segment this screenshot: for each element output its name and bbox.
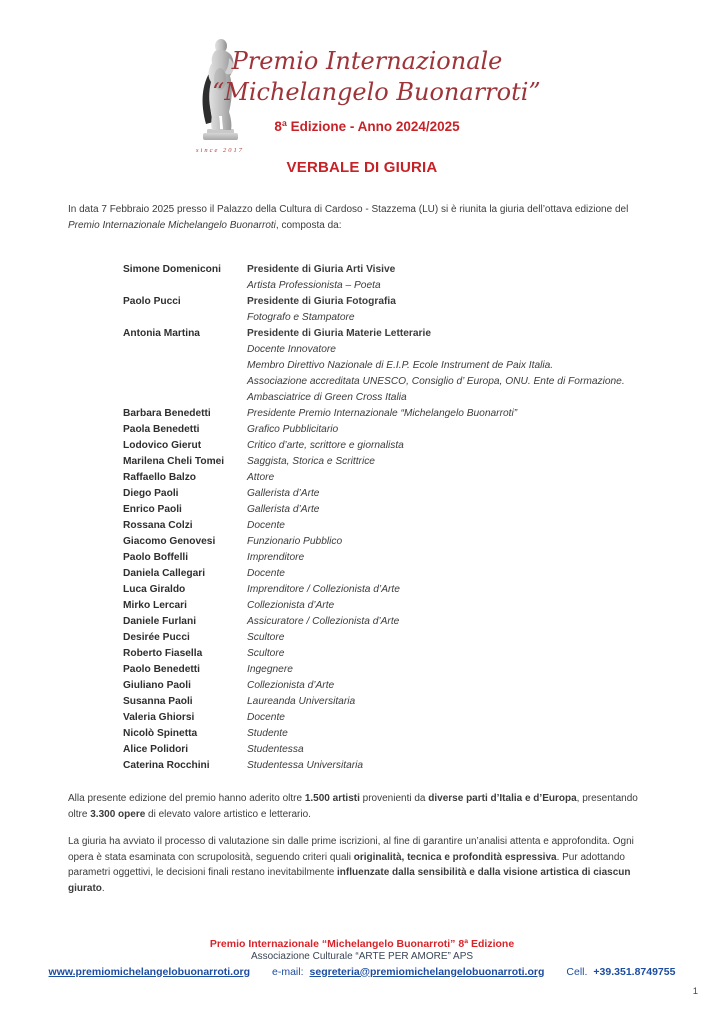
jury-member-name: Raffaello Balzo	[123, 472, 197, 483]
text-segment: La giuria ha avviato il processo di valutazione sin dalle prime iscrizioni, al fine di garantire un’analisi attenta e approfondita. Ogni opera è stata esaminata con scrupolosità, seguendo criteri quali	[68, 836, 634, 863]
jury-member-roles	[247, 262, 660, 294]
jury-member-roles	[247, 646, 660, 662]
jury-member-roles	[247, 566, 660, 582]
title-line-2: “Michelangelo Buonarroti”	[212, 78, 541, 106]
title-block	[212, 46, 541, 134]
jury-member-role: Funzionario Pubblico	[247, 536, 343, 547]
jury-member-name: Paolo Benedetti	[123, 664, 200, 675]
phone-number: +39.351.8749755	[593, 965, 676, 978]
jury-member-role: Docente	[247, 712, 285, 723]
jury-member-row	[123, 694, 660, 710]
evaluation-paragraph	[68, 834, 660, 896]
jury-member-name: Enrico Paoli	[123, 504, 182, 515]
text-segment: 3.300 opere	[90, 808, 146, 820]
text-segment: 1.500 artisti	[304, 793, 360, 804]
jury-member-role: Laureanda Universitaria	[247, 696, 356, 707]
jury-member-role: Studentessa Universitaria	[247, 760, 364, 771]
jury-member-roles	[247, 454, 660, 470]
jury-member-roles	[247, 582, 660, 598]
jury-member-role: Docente Innovatore	[247, 344, 336, 355]
jury-member-role: Critico d’arte, scrittore e giornalista	[247, 440, 404, 451]
jury-member-row	[123, 294, 660, 326]
jury-member-name: Barbara Benedetti	[123, 408, 211, 419]
jury-member-role: Presidente di Giuria Fotografia	[247, 296, 396, 307]
jury-member-roles	[247, 534, 660, 550]
jury-member-row	[123, 662, 660, 678]
jury-member-row	[123, 710, 660, 726]
jury-member-row	[123, 614, 660, 630]
jury-member-role: Membro Direttivo Nazionale di E.I.P. Ecole Instrument de Paix Italia.	[247, 360, 554, 371]
jury-member-name: Nicolò Spinetta	[123, 728, 198, 739]
jury-member-role: Ambasciatrice di Green Cross Italia	[247, 392, 407, 403]
jury-member-name: Roberto Fiasella	[123, 648, 203, 659]
jury-member-roles	[247, 614, 660, 630]
jury-member-row	[123, 262, 660, 294]
text-segment: . Pur adottando parametri oggettivi, le decisioni finali restano inevitabilmente	[68, 851, 625, 878]
document-heading: VERBALE DI GIURIA	[286, 159, 438, 176]
email-label: e-mail:	[272, 965, 304, 978]
text-segment: diverse parti d’Italia e d’Europa	[428, 793, 577, 804]
jury-member-role: Artista Professionista – Poeta	[247, 280, 381, 291]
text-segment: di elevato valore artistico e letterario.	[145, 808, 311, 820]
jury-member-roles	[247, 742, 660, 758]
jury-member-role: Fotografo e Stampatore	[247, 312, 355, 323]
jury-member-name: Antonia Martina	[123, 328, 200, 339]
text-segment: provenienti da	[359, 793, 429, 804]
text-segment: Alla presente edizione del premio hanno aderito oltre	[68, 793, 305, 804]
jury-member-row	[123, 646, 660, 662]
jury-member-name: Giuliano Paoli	[123, 680, 191, 691]
text-segment: originalità, tecnica e profondità espressiva	[353, 851, 557, 863]
jury-member-row	[123, 486, 660, 502]
jury-member-roles	[247, 326, 660, 406]
jury-member-row	[123, 470, 660, 486]
jury-member-role: Imprenditore / Collezionista d’Arte	[247, 584, 400, 595]
text-segment: .	[101, 882, 105, 894]
text-segment: , composta da:	[275, 219, 342, 231]
jury-member-roles	[247, 502, 660, 518]
page-footer	[0, 938, 724, 979]
footer-award-line: Premio Internazionale “Michelangelo Buonarroti” 8ª Edizione	[209, 938, 515, 950]
footer-association-line: Associazione Culturale “ARTE PER AMORE” APS	[250, 951, 474, 962]
jury-member-row	[123, 678, 660, 694]
jury-member-name: Mirko Lercari	[123, 600, 187, 611]
jury-member-name: Marilena Cheli Tomei	[123, 456, 225, 467]
jury-member-role: Gallerista d’Arte	[247, 504, 320, 515]
jury-member-name: Valeria Ghiorsi	[123, 712, 195, 723]
text-segment: Premio Internazionale Michelangelo Buonarroti	[68, 219, 276, 231]
jury-member-name: Caterina Rocchini	[123, 760, 210, 771]
jury-member-roles	[247, 678, 660, 694]
jury-member-name: Paolo Boffelli	[123, 552, 189, 563]
jury-member-name: Rossana Colzi	[123, 520, 193, 531]
jury-member-name: Simone Domeniconi	[123, 264, 221, 275]
adhesion-paragraph	[68, 791, 660, 822]
jury-member-role: Imprenditore	[247, 552, 305, 563]
jury-member-roles	[247, 486, 660, 502]
page-number: 1	[692, 986, 698, 997]
jury-member-role: Attore	[247, 472, 275, 483]
jury-member-role: Scultore	[247, 632, 285, 643]
jury-member-row	[123, 742, 660, 758]
jury-member-name: Giacomo Genovesi	[123, 536, 216, 547]
jury-member-row	[123, 566, 660, 582]
jury-member-roles	[247, 694, 660, 710]
jury-member-roles	[247, 518, 660, 534]
jury-member-name: Diego Paoli	[123, 488, 179, 499]
jury-member-name: Susanna Paoli	[123, 696, 193, 707]
jury-member-row	[123, 454, 660, 470]
jury-member-name: Lodovico Gierut	[123, 440, 202, 451]
jury-member-name: Paola Benedetti	[123, 424, 200, 435]
title-line-1: Premio Internazionale	[231, 47, 503, 75]
jury-member-roles	[247, 438, 660, 454]
jury-member-role: Collezionista d’Arte	[247, 680, 335, 691]
jury-member-role: Assicuratore / Collezionista d’Arte	[247, 616, 400, 627]
jury-member-row	[123, 598, 660, 614]
jury-member-role: Studentessa	[247, 744, 304, 755]
jury-member-row	[123, 630, 660, 646]
jury-member-name: Daniele Furlani	[123, 616, 197, 627]
jury-member-name: Alice Polidori	[123, 744, 189, 755]
website-link[interactable]: www.premiomichelangelobuonarroti.org	[48, 965, 250, 978]
jury-member-row	[123, 326, 660, 406]
jury-member-roles	[247, 294, 660, 326]
edition-line: 8ª Edizione - Anno 2024/2025	[274, 119, 460, 134]
jury-member-role: Docente	[247, 568, 285, 579]
jury-member-role: Grafico Pubblicitario	[247, 424, 339, 435]
jury-member-row	[123, 518, 660, 534]
jury-member-roles	[247, 598, 660, 614]
jury-member-roles	[247, 630, 660, 646]
jury-member-role: Associazione accreditata UNESCO, Consiglio d’ Europa, ONU. Ente di Formazione.	[247, 376, 625, 387]
email-link[interactable]: segreteria@premiomichelangelobuonarroti.org	[309, 965, 545, 978]
intro-paragraph	[68, 202, 660, 233]
text-segment: influenzate dalla sensibilità e dalla visione artistica di ciascun giurato	[68, 867, 631, 894]
jury-member-name: Paolo Pucci	[123, 296, 181, 307]
jury-member-roles	[247, 726, 660, 742]
jury-member-row	[123, 550, 660, 566]
jury-member-row	[123, 758, 660, 774]
jury-member-row	[123, 726, 660, 742]
jury-member-role: Collezionista d’Arte	[247, 600, 335, 611]
jury-member-roles	[247, 710, 660, 726]
jury-member-row	[123, 502, 660, 518]
footer-contact-line	[0, 965, 724, 979]
jury-member-role: Presidente di Giuria Arti Visive	[247, 264, 396, 275]
jury-member-row	[123, 438, 660, 454]
jury-member-roles	[247, 550, 660, 566]
document-body	[68, 202, 660, 896]
text-segment: , presentando oltre	[68, 793, 638, 820]
jury-member-role: Docente	[247, 520, 285, 531]
jury-member-role: Saggista, Storica e Scrittrice	[247, 456, 375, 467]
jury-member-role: Scultore	[247, 648, 285, 659]
jury-member-role: Presidente di Giuria Materie Letterarie	[247, 328, 432, 339]
jury-member-row	[123, 422, 660, 438]
text-segment: In data 7 Febbraio 2025 presso il Palazzo della Cultura di Cardoso - Stazzema (LU) si è riunita la giuria dell’ottava edizione del	[68, 204, 629, 215]
jury-member-roles	[247, 406, 660, 422]
jury-member-row	[123, 582, 660, 598]
jury-member-row	[123, 406, 660, 422]
jury-member-role: Ingegnere	[247, 664, 293, 675]
jury-list	[123, 262, 660, 774]
jury-member-name: Luca Giraldo	[123, 584, 186, 595]
jury-member-roles	[247, 422, 660, 438]
cell-label: Cell.	[566, 965, 588, 978]
jury-member-roles	[247, 662, 660, 678]
jury-member-name: Daniela Callegari	[123, 568, 206, 579]
jury-member-role: Studente	[247, 728, 288, 739]
jury-member-row	[123, 534, 660, 550]
jury-member-roles	[247, 758, 660, 774]
jury-member-role: Gallerista d’Arte	[247, 488, 320, 499]
logo-caption: since 2017	[196, 147, 244, 154]
jury-member-roles	[247, 470, 660, 486]
jury-member-name: Desirée Pucci	[123, 632, 190, 643]
jury-member-role: Presidente Premio Internazionale “Michelangelo Buonarroti”	[247, 408, 518, 419]
